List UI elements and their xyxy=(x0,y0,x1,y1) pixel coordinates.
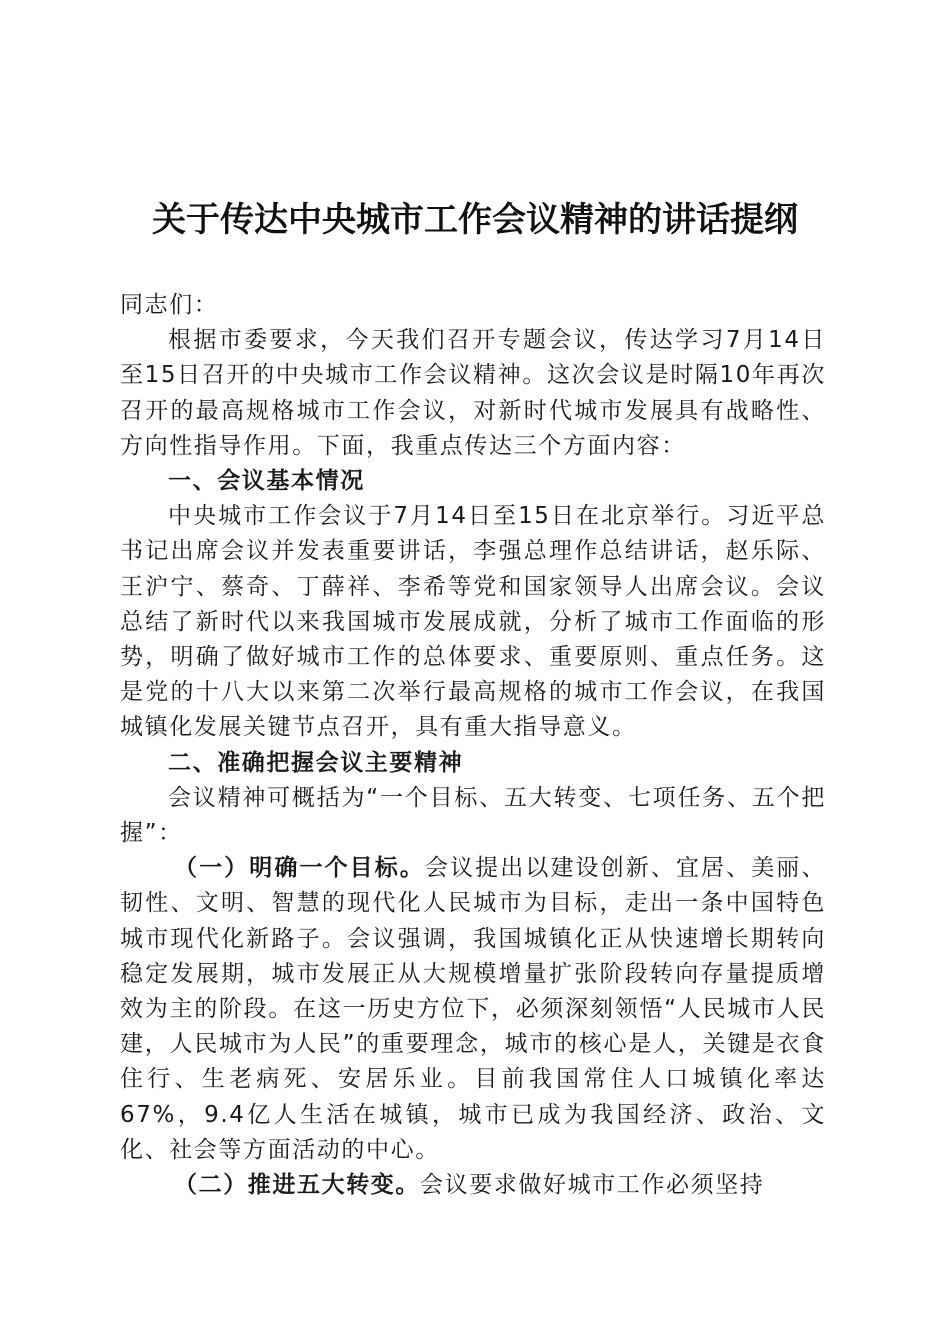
item-2-paragraph xyxy=(120,1168,826,1203)
section-2-paragraph: 会议精神可概括为“一个目标、五大转变、七项任务、五个把握”： xyxy=(120,784,826,847)
section-1-paragraph: 中央城市工作会议于7月14日至15日在北京举行。习近平总书记出席会议并发表重要讲话，李强总理作总结讲话，赵乐际、王沪宁、蔡奇、丁薛祥、李希等党和国家领导人出席会议。会议总结了新时代以来我国城市发展成就，分析了城市工作面临的形势，明确了做好城市工作的总体要求、重要原则、重点任务。这是党的十八大以来第二次举行最高规格的城市工作会议，在我国城镇化发展关键节点召开，具有重大指导意义。 xyxy=(120,503,826,741)
salutation: 同志们： xyxy=(120,292,219,318)
document-body xyxy=(120,288,826,1203)
document-title: 关于传达中央城市工作会议精神的讲话提纲 xyxy=(152,200,798,240)
item-1-paragraph xyxy=(120,851,826,1168)
item-1-text: 会议提出以建设创新、宜居、美丽、韧性、文明、智慧的现代化人民城市为目标，走出一条中国特色城市现代化新路子。会议强调，我国城镇化正从快速增长期转向稳定发展期，城市发展正从大规模增量扩张阶段转向存量提质增效为主的阶段。在这一历史方位下，必须深刻领悟“人民城市人民建，人民城市为人民”的重要理念，城市的核心是人，关键是衣食住行、生老病死、安居乐业。目前我国常住人口城镇化率达67%，9.4亿人生活在城镇，城市已成为我国经济、政治、文化、社会等方面活动的中心。 xyxy=(120,855,827,1163)
item-1-label: （一）明确一个目标。 xyxy=(174,855,425,882)
section-1-heading: 一、会议基本情况 xyxy=(168,468,365,495)
intro-paragraph: 根据市委要求，今天我们召开专题会议，传达学习7月14日至15日召开的中央城市工作会议精神。这次会议是时隔10年再次召开的最高规格城市工作会议，对新时代城市发展具有战略性、方向性指导作用。下面，我重点传达三个方面内容： xyxy=(120,327,826,459)
item-2-label: （二）推进五大转变。 xyxy=(174,1172,420,1199)
section-2-heading: 二、准确把握会议主要精神 xyxy=(168,749,464,776)
item-2-text: 会议要求做好城市工作必须坚持 xyxy=(420,1172,765,1199)
